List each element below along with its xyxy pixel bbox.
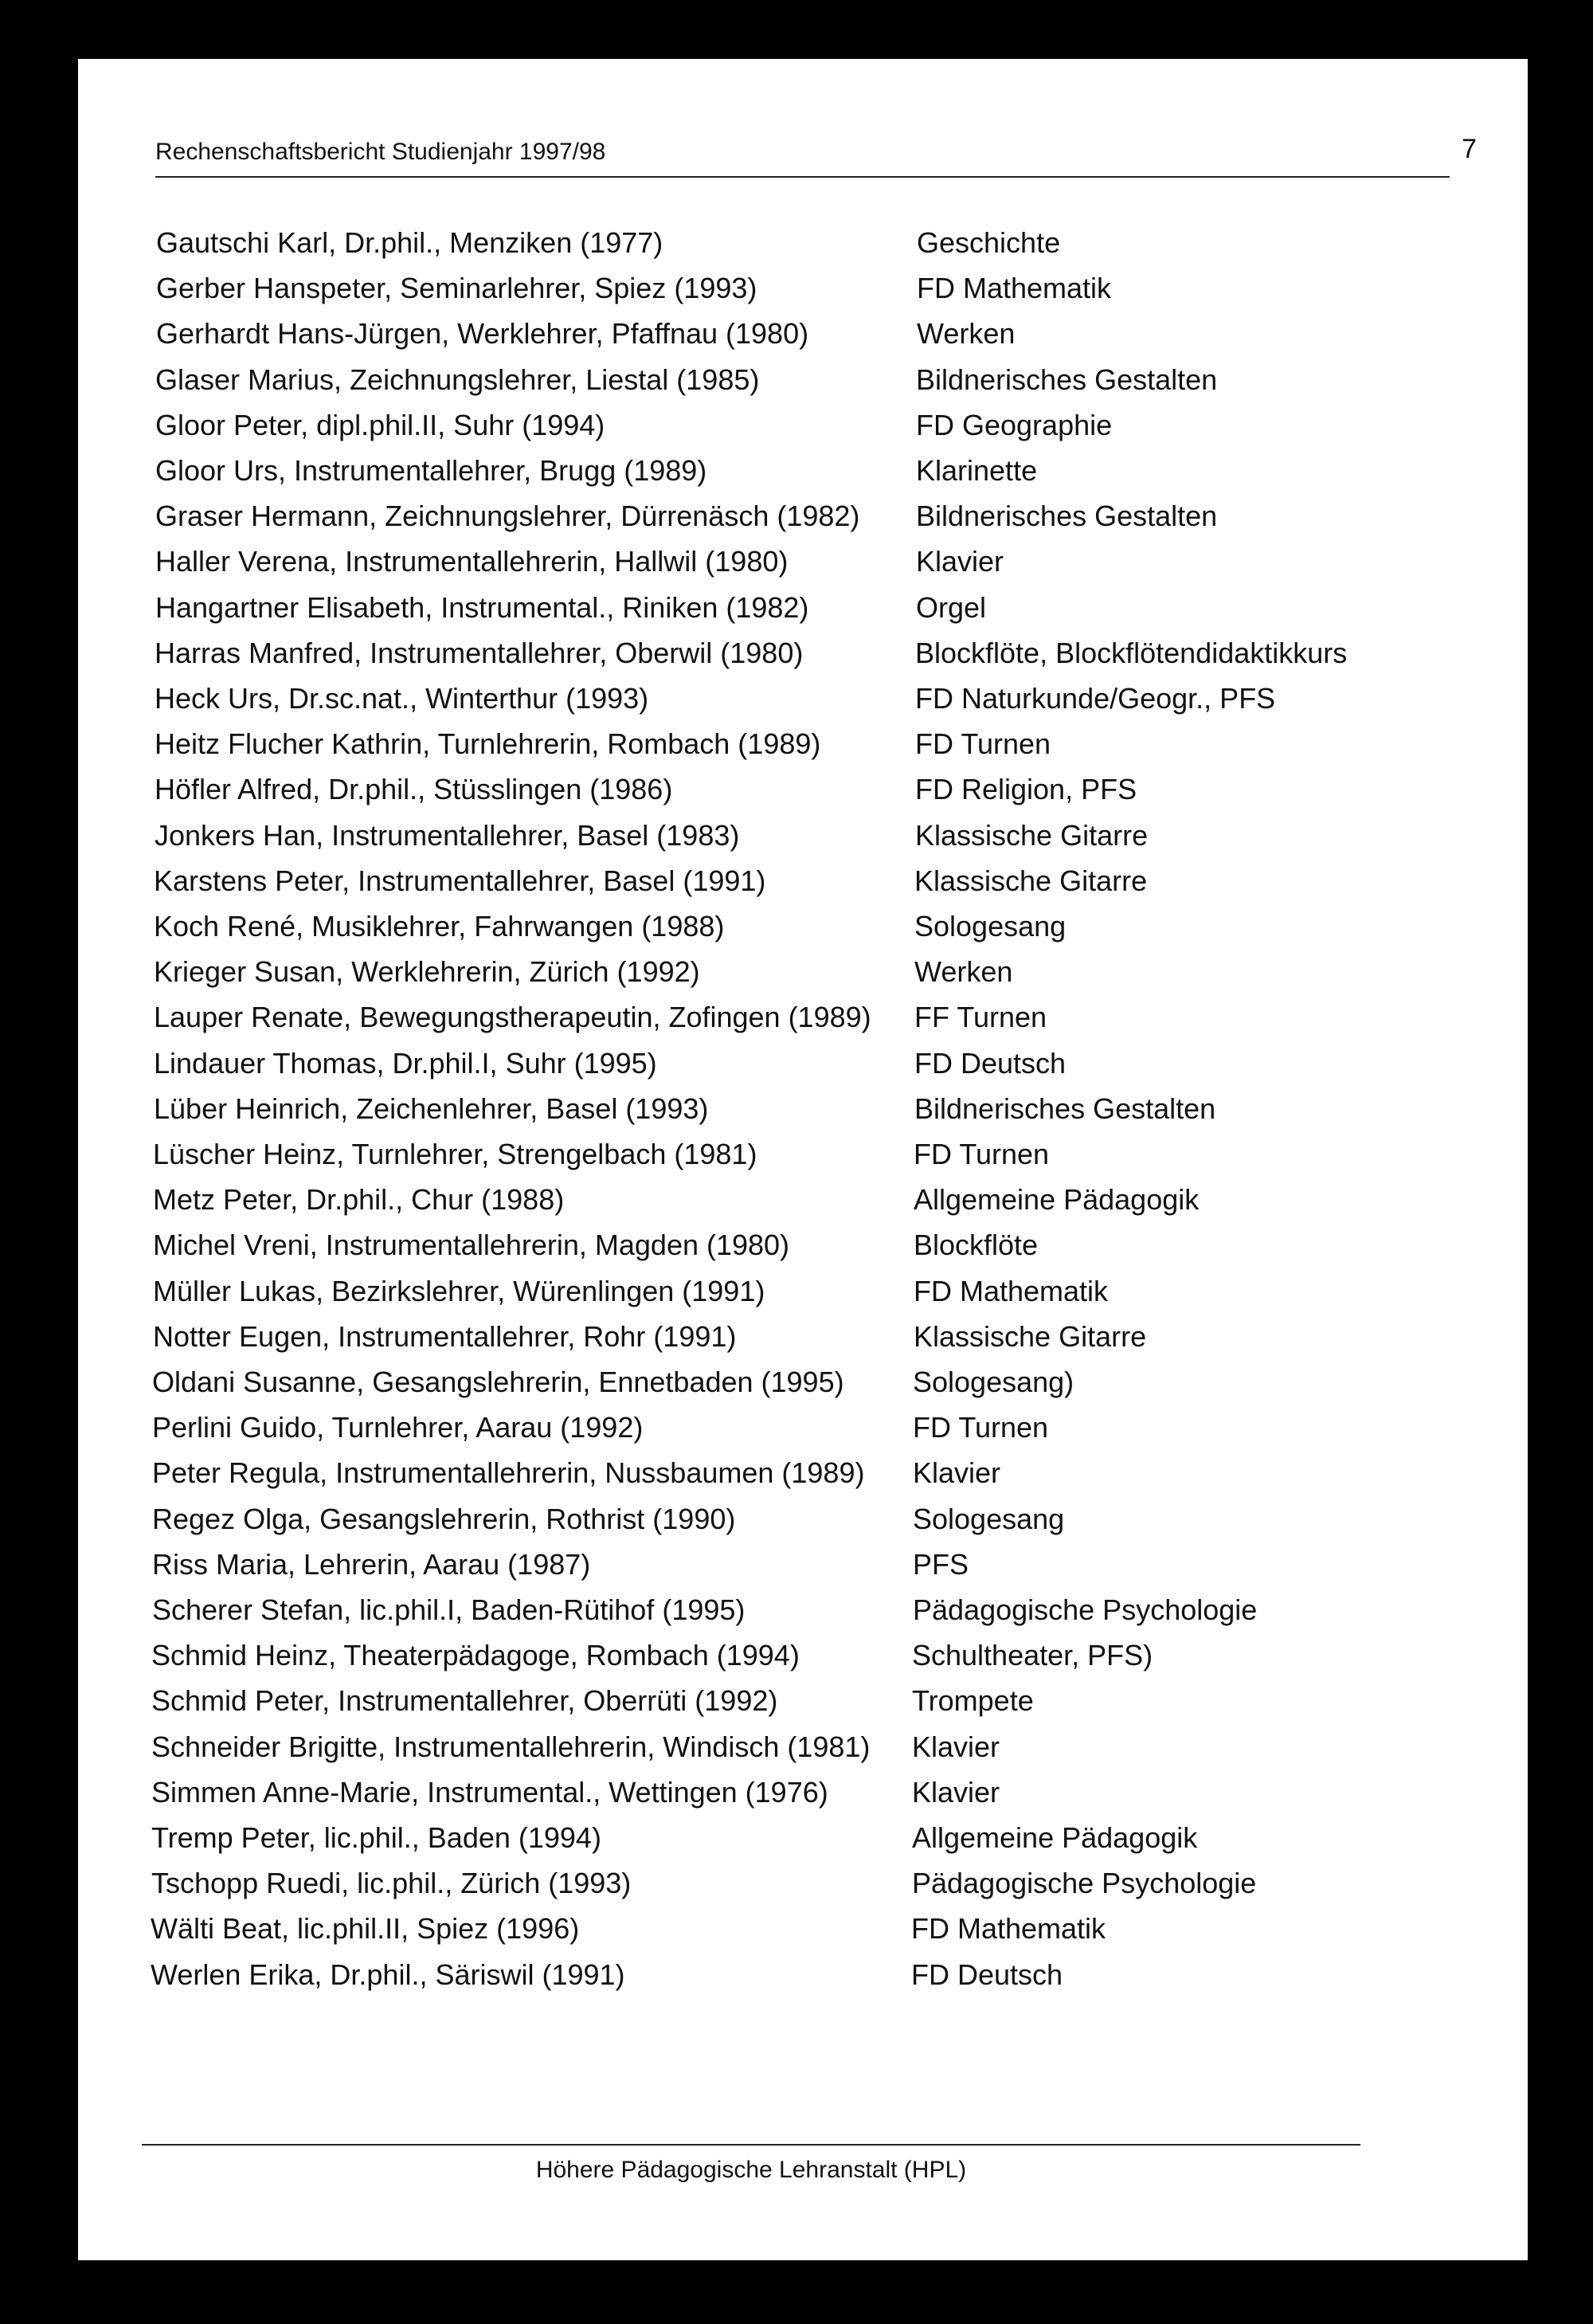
list-item [153, 1229, 1507, 1267]
staff-subject: Werken [917, 317, 1016, 350]
staff-subject: Pädagogische Psychologie [912, 1867, 1257, 1899]
staff-subject: Bildnerisches Gestalten [916, 363, 1218, 396]
staff-name: Perlini Guido, Turnlehrer, Aarau (1992) [152, 1411, 644, 1444]
staff-subject: Klassische Gitarre [914, 1320, 1147, 1353]
staff-name: Lüber Heinrich, Zeichenlehrer, Basel (1993) [154, 1092, 709, 1125]
staff-name: Koch René, Musiklehrer, Fahrwangen (1988) [154, 910, 725, 943]
staff-subject: Klassische Gitarre [914, 864, 1148, 897]
list-item [152, 1593, 1506, 1632]
list-item [151, 1821, 1505, 1860]
staff-name: Karstens Peter, Instrumentallehrer, Basel (1991) [154, 864, 766, 897]
staff-subject: Klarinette [916, 454, 1038, 487]
list-item [156, 226, 1510, 265]
staff-subject: Bildnerisches Gestalten [916, 500, 1218, 532]
list-item [152, 1503, 1506, 1541]
staff-subject: Pädagogische Psychologie [913, 1593, 1258, 1626]
list-item [151, 1639, 1505, 1677]
staff-subject: Blockflöte [914, 1229, 1039, 1261]
staff-subject: Allgemeine Pädagogik [914, 1183, 1200, 1216]
staff-subject: Blockflöte, Blockflötendidaktikkurs [915, 637, 1348, 669]
list-item [152, 1456, 1506, 1495]
staff-subject: Werken [914, 955, 1013, 988]
staff-subject: Klassische Gitarre [915, 819, 1149, 852]
staff-name: Gerhardt Hans-Jürgen, Werklehrer, Pfaffnau (1980) [156, 317, 809, 350]
list-item [153, 1320, 1507, 1358]
page-number: 7 [1462, 134, 1477, 164]
staff-name: Harras Manfred, Instrumentallehrer, Oberwil (1980) [155, 637, 804, 669]
staff-subject: FD Mathematik [911, 1912, 1106, 1945]
staff-subject: Sologesang) [913, 1366, 1074, 1398]
staff-name: Haller Verena, Instrumentallehrerin, Hallwil (1980) [155, 545, 789, 578]
staff-subject: Klavier [912, 1730, 1000, 1763]
list-item [151, 1912, 1505, 1950]
staff-subject: FD Deutsch [911, 1958, 1063, 1991]
staff-subject: FD Mathematik [914, 1275, 1109, 1307]
list-item [154, 1047, 1508, 1085]
staff-subject: FD Deutsch [914, 1047, 1067, 1080]
staff-name: Schneider Brigitte, Instrumentallehrerin, Windisch (1981) [151, 1730, 871, 1763]
list-item [154, 864, 1508, 903]
list-item [154, 910, 1508, 948]
staff-subject: FD Turnen [914, 1138, 1050, 1170]
list-item [155, 500, 1509, 538]
staff-subject: FD Turnen [915, 727, 1051, 760]
list-item [151, 1776, 1505, 1814]
staff-name: Oldani Susanne, Gesangslehrerin, Ennetbaden (1995) [152, 1366, 844, 1398]
staff-name: Scherer Stefan, lic.phil.I, Baden-Rütihof (1995) [152, 1593, 746, 1626]
staff-name: Heck Urs, Dr.sc.nat., Winterthur (1993) [155, 682, 649, 715]
staff-subject: PFS [913, 1548, 969, 1581]
list-item [154, 1092, 1508, 1131]
list-item [152, 1548, 1506, 1586]
staff-name: Gloor Urs, Instrumentallehrer, Brugg (1989) [155, 454, 707, 487]
staff-name: Peter Regula, Instrumentallehrerin, Nussbaumen (1989) [152, 1456, 865, 1489]
staff-subject: FD Religion, PFS [915, 773, 1137, 805]
staff-name: Krieger Susan, Werklehrerin, Zürich (1992) [154, 955, 700, 988]
staff-name: Metz Peter, Dr.phil., Chur (1988) [153, 1183, 565, 1216]
staff-subject: Allgemeine Pädagogik [912, 1821, 1198, 1854]
list-item [155, 591, 1509, 629]
staff-name: Gautschi Karl, Dr.phil., Menziken (1977) [156, 226, 663, 259]
list-item [151, 1958, 1505, 1997]
list-item [155, 727, 1509, 766]
staff-name: Tschopp Ruedi, lic.phil., Zürich (1993) [151, 1867, 632, 1899]
staff-subject: Klavier [913, 1456, 1001, 1489]
staff-subject: Klavier [916, 545, 1004, 578]
list-item [155, 454, 1509, 492]
staff-name: Werlen Erika, Dr.phil., Säriswil (1991) [151, 1958, 625, 1991]
header-rule [155, 176, 1450, 178]
staff-name: Hangartner Elisabeth, Instrumental., Riniken (1982) [155, 591, 809, 624]
running-header-title: Rechenschaftsbericht Studienjahr 1997/98 [155, 139, 606, 165]
staff-name: Michel Vreni, Instrumentallehrerin, Magden (1980) [153, 1229, 790, 1261]
staff-name: Schmid Heinz, Theaterpädagoge, Rombach (1994) [151, 1639, 800, 1671]
list-item [151, 1867, 1505, 1905]
staff-name: Höfler Alfred, Dr.phil., Stüsslingen (1986) [155, 773, 673, 805]
list-item [152, 1411, 1506, 1449]
staff-name: Schmid Peter, Instrumentallehrer, Oberrüti (1992) [151, 1684, 778, 1717]
list-item [156, 317, 1510, 355]
staff-subject: Sologesang [913, 1503, 1065, 1535]
list-item [155, 819, 1509, 857]
staff-name: Gloor Peter, dipl.phil.II, Suhr (1994) [155, 409, 605, 441]
staff-name: Simmen Anne-Marie, Instrumental., Wettingen (1976) [151, 1776, 828, 1809]
staff-name: Glaser Marius, Zeichnungslehrer, Liestal (1985) [155, 363, 760, 396]
staff-subject: FF Turnen [914, 1001, 1047, 1033]
staff-name: Lindauer Thomas, Dr.phil.I, Suhr (1995) [154, 1047, 657, 1080]
list-item [155, 773, 1509, 811]
staff-subject: FD Naturkunde/Geogr., PFS [915, 682, 1276, 715]
staff-name: Müller Lukas, Bezirkslehrer, Würenlingen (1991) [153, 1275, 765, 1307]
list-item [155, 637, 1509, 675]
staff-name: Notter Eugen, Instrumentallehrer, Rohr (1991) [153, 1320, 737, 1353]
staff-name: Graser Hermann, Zeichnungslehrer, Dürrenäsch (1982) [155, 500, 860, 532]
list-item [152, 1366, 1506, 1404]
staff-subject: Trompete [912, 1684, 1034, 1717]
staff-name: Heitz Flucher Kathrin, Turnlehrerin, Rombach (1989) [155, 727, 821, 760]
list-item [155, 363, 1509, 402]
list-item [153, 1138, 1507, 1176]
list-item [154, 955, 1508, 993]
staff-name: Gerber Hanspeter, Seminarlehrer, Spiez (1993) [156, 272, 757, 304]
staff-subject: Sologesang [914, 910, 1067, 943]
list-item [153, 1275, 1507, 1313]
staff-name: Regez Olga, Gesangslehrerin, Rothrist (1990) [152, 1503, 736, 1535]
staff-name: Wälti Beat, lic.phil.II, Spiez (1996) [151, 1912, 580, 1945]
staff-name: Jonkers Han, Instrumentallehrer, Basel (1983) [155, 819, 740, 852]
list-item [151, 1684, 1505, 1722]
staff-subject: Klavier [912, 1776, 1000, 1809]
footer-rule [142, 2144, 1360, 2146]
staff-name: Riss Maria, Lehrerin, Aarau (1987) [152, 1548, 591, 1581]
staff-subject: FD Turnen [913, 1411, 1049, 1444]
list-item [155, 409, 1509, 447]
staff-name: Lüscher Heinz, Turnlehrer, Strengelbach (1981) [153, 1138, 757, 1170]
staff-subject: Orgel [916, 591, 987, 624]
staff-subject: FD Geographie [916, 409, 1113, 441]
list-item [155, 682, 1509, 720]
list-item [151, 1730, 1505, 1769]
staff-name: Lauper Renate, Bewegungstherapeutin, Zofingen (1989) [154, 1001, 871, 1033]
staff-subject: Bildnerisches Gestalten [914, 1092, 1216, 1125]
staff-subject: Geschichte [917, 226, 1061, 259]
staff-subject: Schultheater, PFS) [912, 1639, 1153, 1671]
list-item [155, 545, 1509, 583]
staff-subject: FD Mathematik [917, 272, 1112, 304]
staff-name: Tremp Peter, lic.phil., Baden (1994) [151, 1821, 601, 1854]
footer-institution: Höhere Pädagogische Lehranstalt (HPL) [535, 2157, 967, 2183]
list-item [154, 1001, 1508, 1039]
list-item [153, 1183, 1507, 1221]
list-item [156, 272, 1510, 310]
document-page [78, 59, 1528, 2260]
